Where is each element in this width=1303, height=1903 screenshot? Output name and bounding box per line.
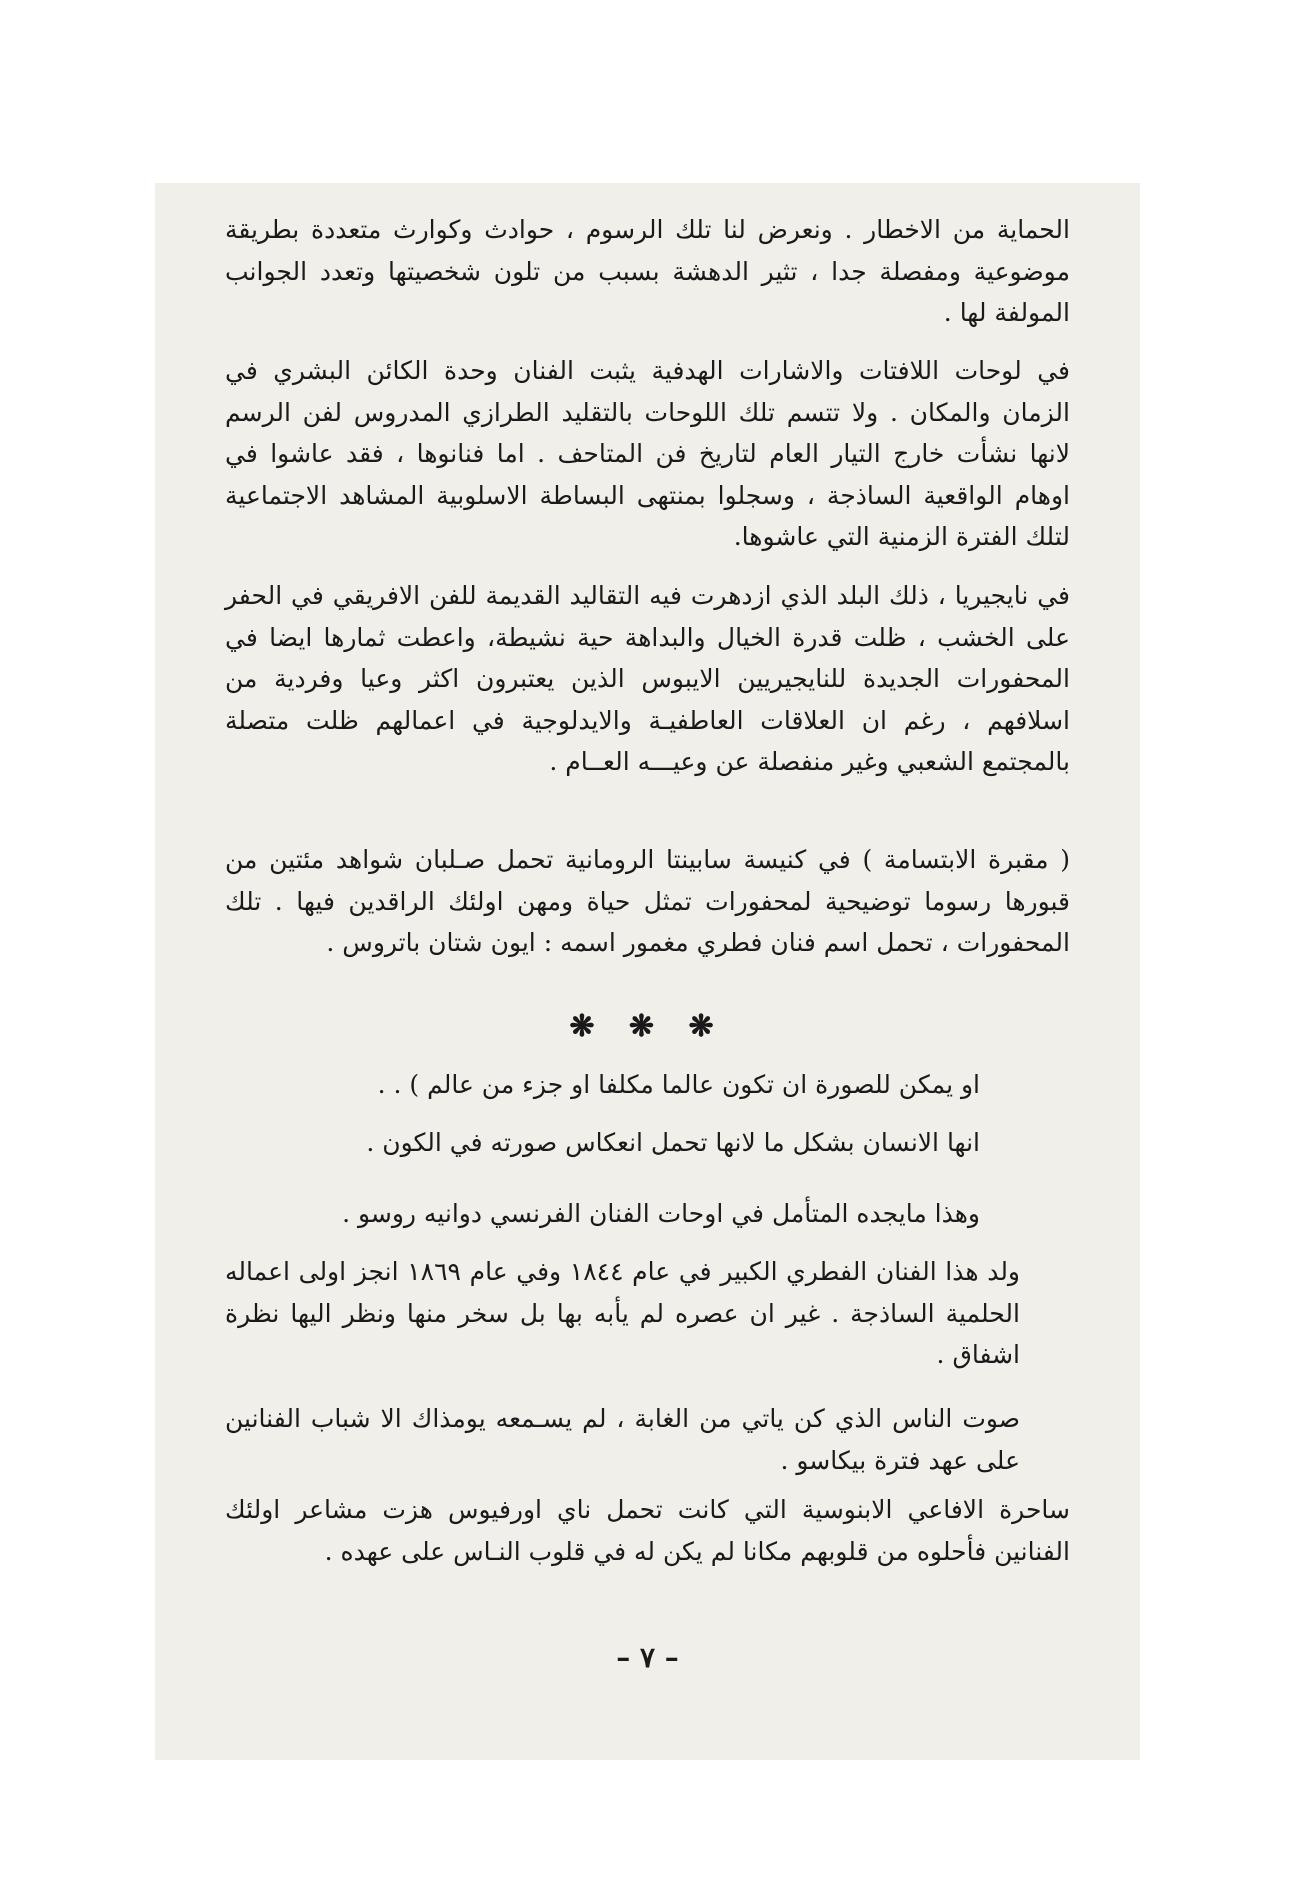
paragraph-2: في لوحات اللافتات والاشارات الهدفية يثبت الفنان وحدة الكائن البشري في الزمان والمكان . ولا تتسم تلك اللوحات بالتقليد الطرازي المدروس لفن الرسم لانها نشأت خارج التيار العام لتاريخ فن المتاحف . اما فنانوها ، فقد عاشوا في اوهام الواقعية الساذجة ، وسجلوا بمنتهى البساطة الاسلوبية المشاهد الاجتماعية لتلك الفترة الزمنية التي عاشوها.: [225, 356, 1070, 551]
paragraph-10: ساحرة الافاعي الابنوسية التي كانت تحمل ناي اورفيوس هزت مشاعر اولئك الفنانين فأحلوه من قلوبهم مكانا لم يكن له في قلوب النـاس على عهده .: [225, 1495, 1070, 1566]
section-separator: ❋ ❋ ❋: [569, 1009, 726, 1044]
page-number: – ٧ –: [616, 1641, 679, 1674]
paragraph-6: انها الانسان بشكل ما لانها تحمل انعكاس صورته في الكون .: [366, 1128, 980, 1157]
book-page: [155, 183, 1140, 1760]
paragraph-5: او يمكن للصورة ان تكون عالما مكلفا او جزء من عالم ) . .: [377, 1070, 980, 1099]
paragraph-7: وهذا مايجده المتأمل في اوحات الفنان الفرنسي دوانيه روسو .: [342, 1199, 980, 1228]
paragraph-8: ولد هذا الفنان الفطري الكبير في عام ١٨٤٤ وفي عام ١٨٦٩ انجز اولى اعماله الحلمية الساذجة . غير ان عصره لم يأبه بها بل سخر منها ونظر اليها نظرة اشفاق .: [225, 1257, 1021, 1369]
paragraph-9: صوت الناس الذي كن ياتي من الغابة ، لم يسـمعه يومذاك الا شباب الفنانين على عهد فترة بيكاسو .: [225, 1404, 1020, 1475]
paragraph-1: الحماية من الاخطار . ونعرض لنا تلك الرسوم ، حوادث وكوارث متعددة بطريقة موضوعية ومفصلة جدا ، تثير الدهشة بسبب من تلون شخصيتها وتعدد الجوانب المولفة لها .: [225, 215, 1070, 327]
paragraph-3: في نايجيريا ، ذلك البلد الذي ازدهرت فيه التقاليد القديمة للفن الافريقي في الحفر على الخشب ، ظلت قدرة الخيال والبداهة حية نشيطة، واعطت ثمارها ايضا في المحفورات الجديدة للنايجيريين الايبوس الذين يعتبرون اكثر وعيا وفردية من اسلافهم ، رغم ان العلاقات العاطفيـة والايدلوجية في اعمالهم ظلت متصلة بالمجتمع الشعبي وغير منفصلة عن وعيـــه العــام .: [225, 581, 1070, 776]
paragraph-4: ( مقبرة الابتسامة ) في كنيسة سابينتا الرومانية تحمل صـلبان شواهد مئتين من قبورها رسوما توضيحية لمحفورات تمثل حياة ومهن اولئك الراقدين فيها . تلك المحفورات ، تحمل اسم فنان فطري مغمور اسمه : ايون شتان باتروس .: [225, 845, 1070, 957]
